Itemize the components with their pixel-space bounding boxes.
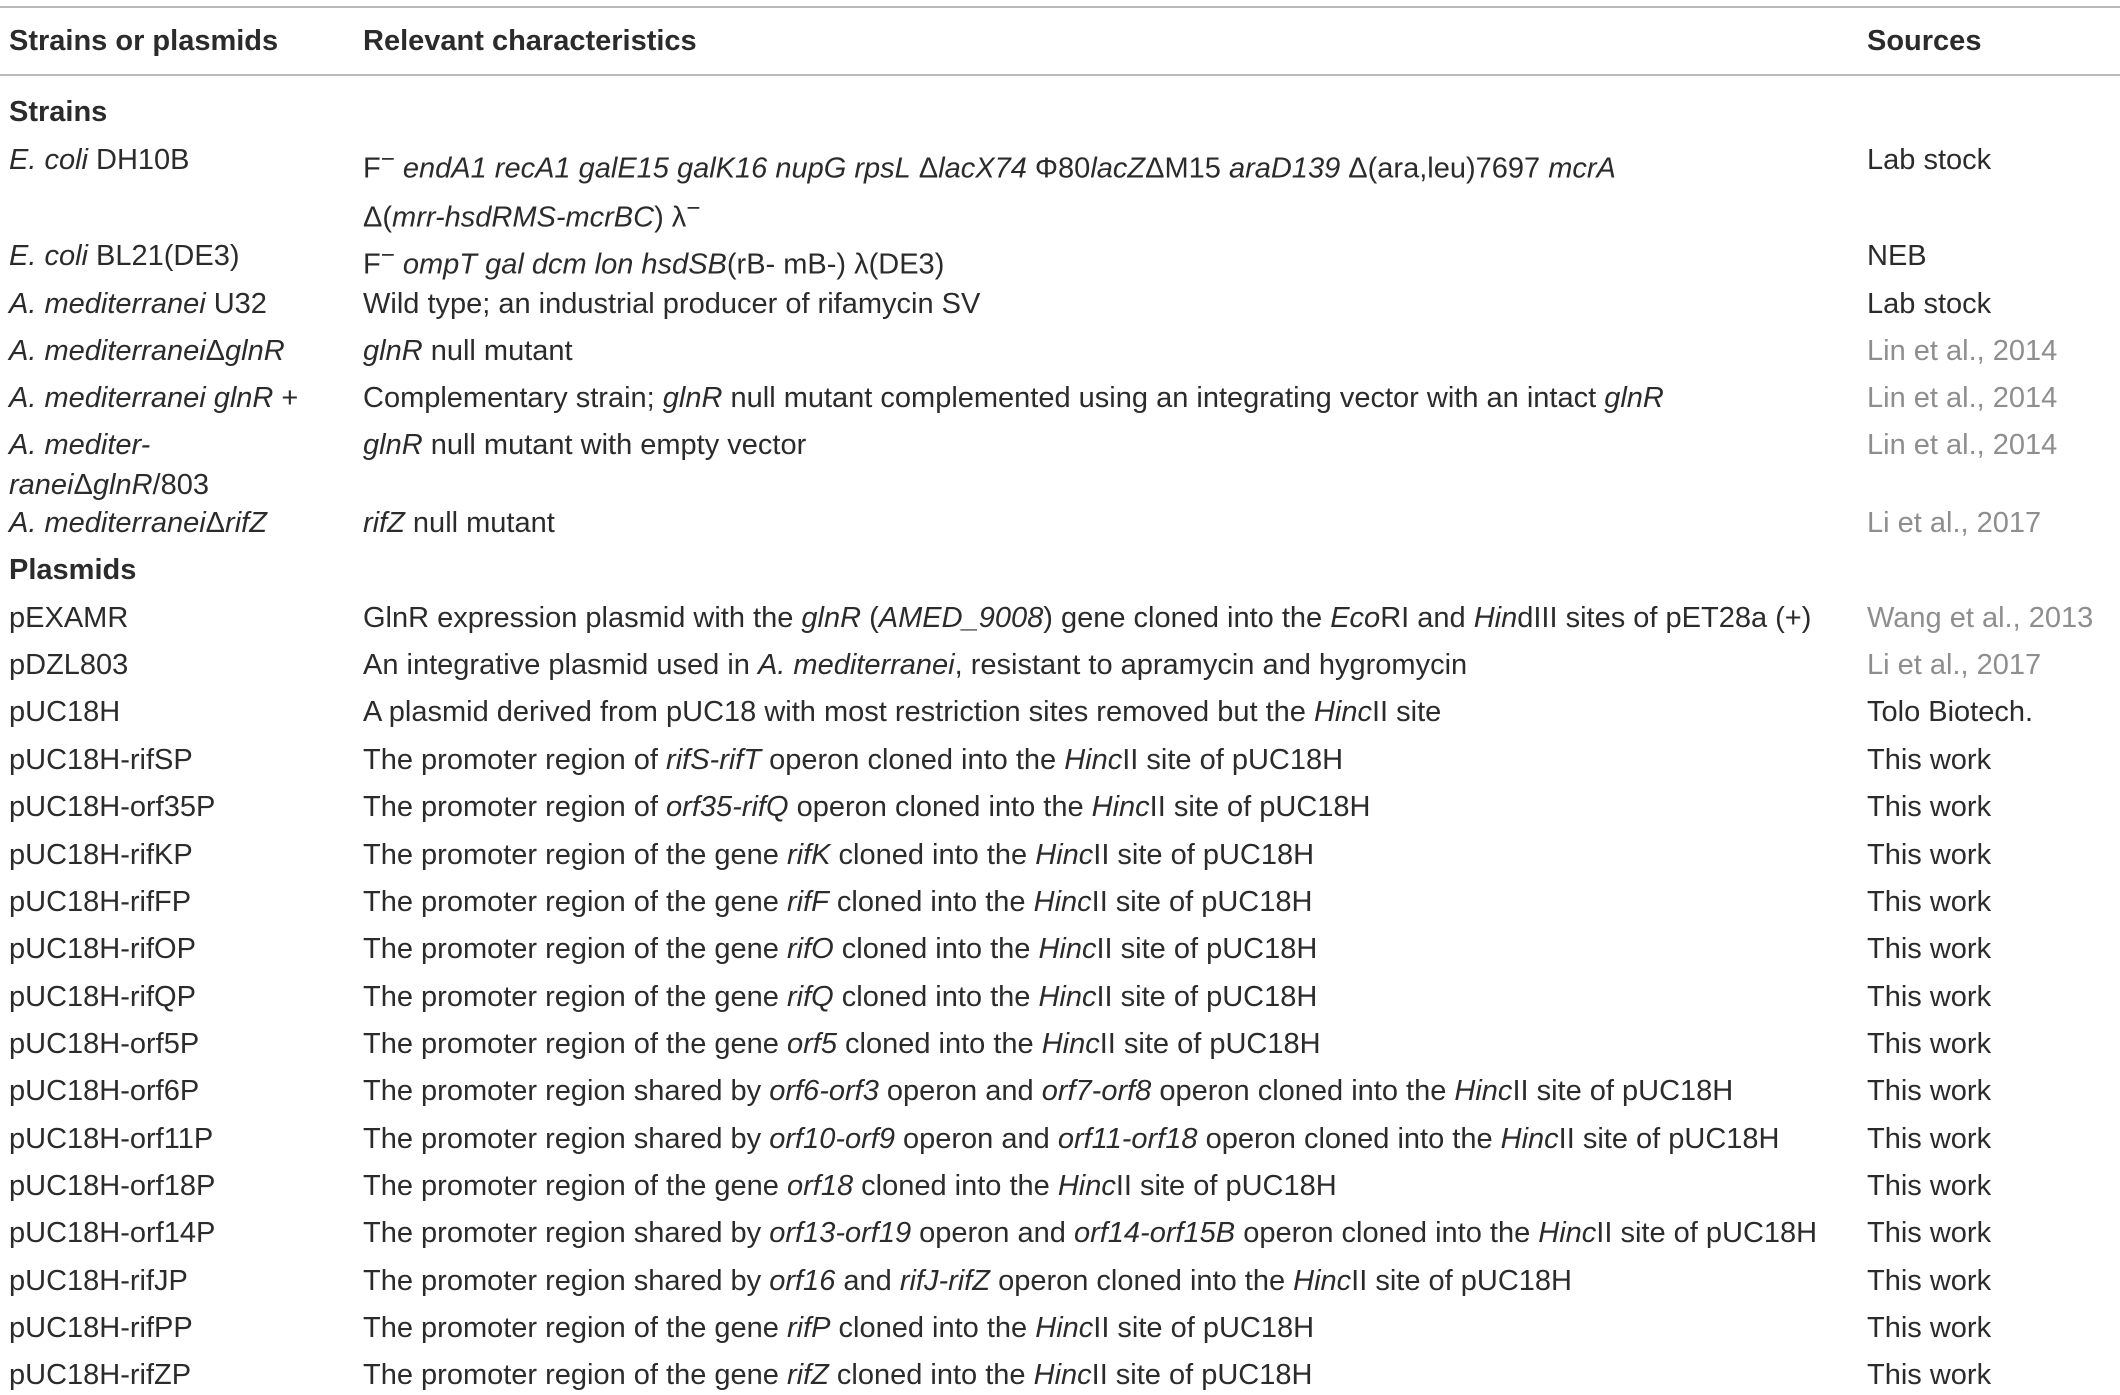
strain-row-characteristics: Complementary strain; glnR null mutant complemented using an integrating vector with an intact glnR (363, 382, 1664, 414)
plasmid-row-name: pUC18H-rifOP (9, 933, 196, 965)
plasmid-row-characteristics: The promoter region of the gene rifQ cloned into the HincII site of pUC18H (363, 981, 1318, 1013)
section-strains: Strains (9, 96, 108, 128)
plasmid-row-source: This work (1867, 1265, 1992, 1297)
plasmid-row-name: pEXAMR (9, 602, 129, 634)
plasmid-row-characteristics: The promoter region shared by orf6-orf3 operon and orf7-orf8 operon cloned into the HincII site of pUC18H (363, 1075, 1734, 1107)
plasmid-row-name: pUC18H-orf5P (9, 1028, 200, 1060)
plasmid-row-characteristics: A plasmid derived from pUC18 with most restriction sites removed but the HincII site (363, 696, 1442, 728)
header-relevant-characteristics: Relevant characteristics (363, 25, 697, 57)
plasmid-row-name: pDZL803 (9, 649, 129, 681)
strain-row-source[interactable]: Li et al., 2017 (1867, 507, 2042, 539)
plasmid-row-characteristics: The promoter region of the gene rifP cloned into the HincII site of pUC18H (363, 1312, 1315, 1344)
plasmid-row-name: pUC18H-orf18P (9, 1170, 216, 1202)
plasmid-row-characteristics: The promoter region shared by orf13-orf19 operon and orf14-orf15B operon cloned into the HincII site of pUC18H (363, 1217, 1818, 1249)
strain-row-source: Lab stock (1867, 144, 1992, 176)
plasmid-row-characteristics: An integrative plasmid used in A. mediterranei, resistant to apramycin and hygromycin (363, 649, 1468, 681)
strain-row-characteristics: F− ompT gal dcm lon hsdSB(rB- mB-) λ(DE3) (363, 242, 945, 281)
strain-row-source[interactable]: Lin et al., 2014 (1867, 429, 2058, 461)
plasmid-row-source[interactable]: Wang et al., 2013 (1867, 602, 2094, 634)
strain-row-characteristics: Wild type; an industrial producer of rifamycin SV (363, 288, 981, 320)
table-top-rule (0, 6, 2120, 8)
strain-row-name: E. coli BL21(DE3) (9, 240, 240, 272)
strain-row-source: NEB (1867, 240, 1927, 272)
strain-row-source[interactable]: Lin et al., 2014 (1867, 335, 2058, 367)
plasmid-row-source: This work (1867, 886, 1992, 918)
plasmid-row-characteristics: The promoter region of orf35-rifQ operon cloned into the HincII site of pUC18H (363, 791, 1371, 823)
strain-row-characteristics: F− endA1 recA1 galE15 galK16 nupG rpsL ΔlacX74 Φ80lacZΔM15 araD139 Δ(ara,leu)7697 mcrA Δ(mrr-hsdRMS-mcrBC) λ− (363, 146, 1616, 234)
strain-row-source[interactable]: Lin et al., 2014 (1867, 382, 2058, 414)
plasmid-row-name: pUC18H-rifJP (9, 1265, 188, 1297)
plasmid-row-source: This work (1867, 933, 1992, 965)
plasmid-row-name: pUC18H-orf35P (9, 791, 216, 823)
strain-row-name: A. mediter- raneiΔglnR/803 (9, 429, 209, 501)
plasmid-row-source: This work (1867, 981, 1992, 1013)
plasmid-row-source: This work (1867, 1028, 1992, 1060)
plasmid-row-name: pUC18H-rifZP (9, 1359, 192, 1391)
section-plasmids: Plasmids (9, 554, 137, 586)
strain-row-name: A. mediterraneiΔrifZ (9, 507, 267, 539)
strain-row-source: Lab stock (1867, 288, 1992, 320)
plasmid-row-name: pUC18H-orf11P (9, 1123, 214, 1155)
plasmid-row-name: pUC18H-rifFP (9, 886, 192, 918)
plasmid-row-characteristics: The promoter region shared by orf16 and rifJ-rifZ operon cloned into the HincII site of pUC18H (363, 1265, 1572, 1297)
plasmid-row-name: pUC18H-rifKP (9, 839, 193, 871)
plasmid-row-source: This work (1867, 1359, 1992, 1391)
header-strains-or-plasmids: Strains or plasmids (9, 25, 279, 57)
plasmid-row-source: This work (1867, 744, 1992, 776)
strain-row-characteristics: glnR null mutant with empty vector (363, 429, 807, 461)
plasmid-row-name: pUC18H (9, 696, 121, 728)
plasmid-row-name: pUC18H-orf14P (9, 1217, 216, 1249)
plasmid-row-name: pUC18H-rifPP (9, 1312, 193, 1344)
strain-row-name: A. mediterranei U32 (9, 288, 267, 320)
plasmid-row-name: pUC18H-rifQP (9, 981, 196, 1013)
strain-row-characteristics: rifZ null mutant (363, 507, 555, 539)
strain-row-name: A. mediterraneiΔglnR (9, 335, 285, 367)
plasmid-row-source[interactable]: Li et al., 2017 (1867, 649, 2042, 681)
plasmid-row-characteristics: The promoter region of the gene rifO cloned into the HincII site of pUC18H (363, 933, 1318, 965)
plasmid-row-source: Tolo Biotech. (1867, 696, 2034, 728)
plasmid-row-source: This work (1867, 1123, 1992, 1155)
strain-row-name: E. coli DH10B (9, 144, 190, 176)
strain-row-characteristics: glnR null mutant (363, 335, 573, 367)
plasmid-row-characteristics: The promoter region of the gene orf18 cloned into the HincII site of pUC18H (363, 1170, 1337, 1202)
header-sources: Sources (1867, 25, 1982, 57)
strain-row-name: A. mediterranei glnR + (9, 382, 299, 414)
plasmid-row-name: pUC18H-orf6P (9, 1075, 200, 1107)
plasmid-row-name: pUC18H-rifSP (9, 744, 193, 776)
plasmid-row-characteristics: The promoter region of the gene rifF cloned into the HincII site of pUC18H (363, 886, 1313, 918)
plasmid-row-characteristics: The promoter region of the gene rifK cloned into the HincII site of pUC18H (363, 839, 1315, 871)
plasmid-row-characteristics: The promoter region of the gene rifZ cloned into the HincII site of pUC18H (363, 1359, 1313, 1391)
plasmid-row-source: This work (1867, 1217, 1992, 1249)
plasmid-row-source: This work (1867, 1075, 1992, 1107)
plasmid-row-characteristics: The promoter region shared by orf10-orf9 operon and orf11-orf18 operon cloned into the HincII site of pUC18H (363, 1123, 1780, 1155)
plasmid-row-source: This work (1867, 1312, 1992, 1344)
header-bottom-rule (0, 74, 2120, 76)
plasmid-row-source: This work (1867, 791, 1992, 823)
plasmid-row-source: This work (1867, 839, 1992, 871)
plasmid-row-characteristics: The promoter region of rifS-rifT operon cloned into the HincII site of pUC18H (363, 744, 1344, 776)
plasmid-row-characteristics: GlnR expression plasmid with the glnR (AMED_9008) gene cloned into the EcoRI and HindIII sites of pET28a (+) (363, 602, 1812, 634)
plasmid-row-characteristics: The promoter region of the gene orf5 cloned into the HincII site of pUC18H (363, 1028, 1321, 1060)
plasmid-row-source: This work (1867, 1170, 1992, 1202)
